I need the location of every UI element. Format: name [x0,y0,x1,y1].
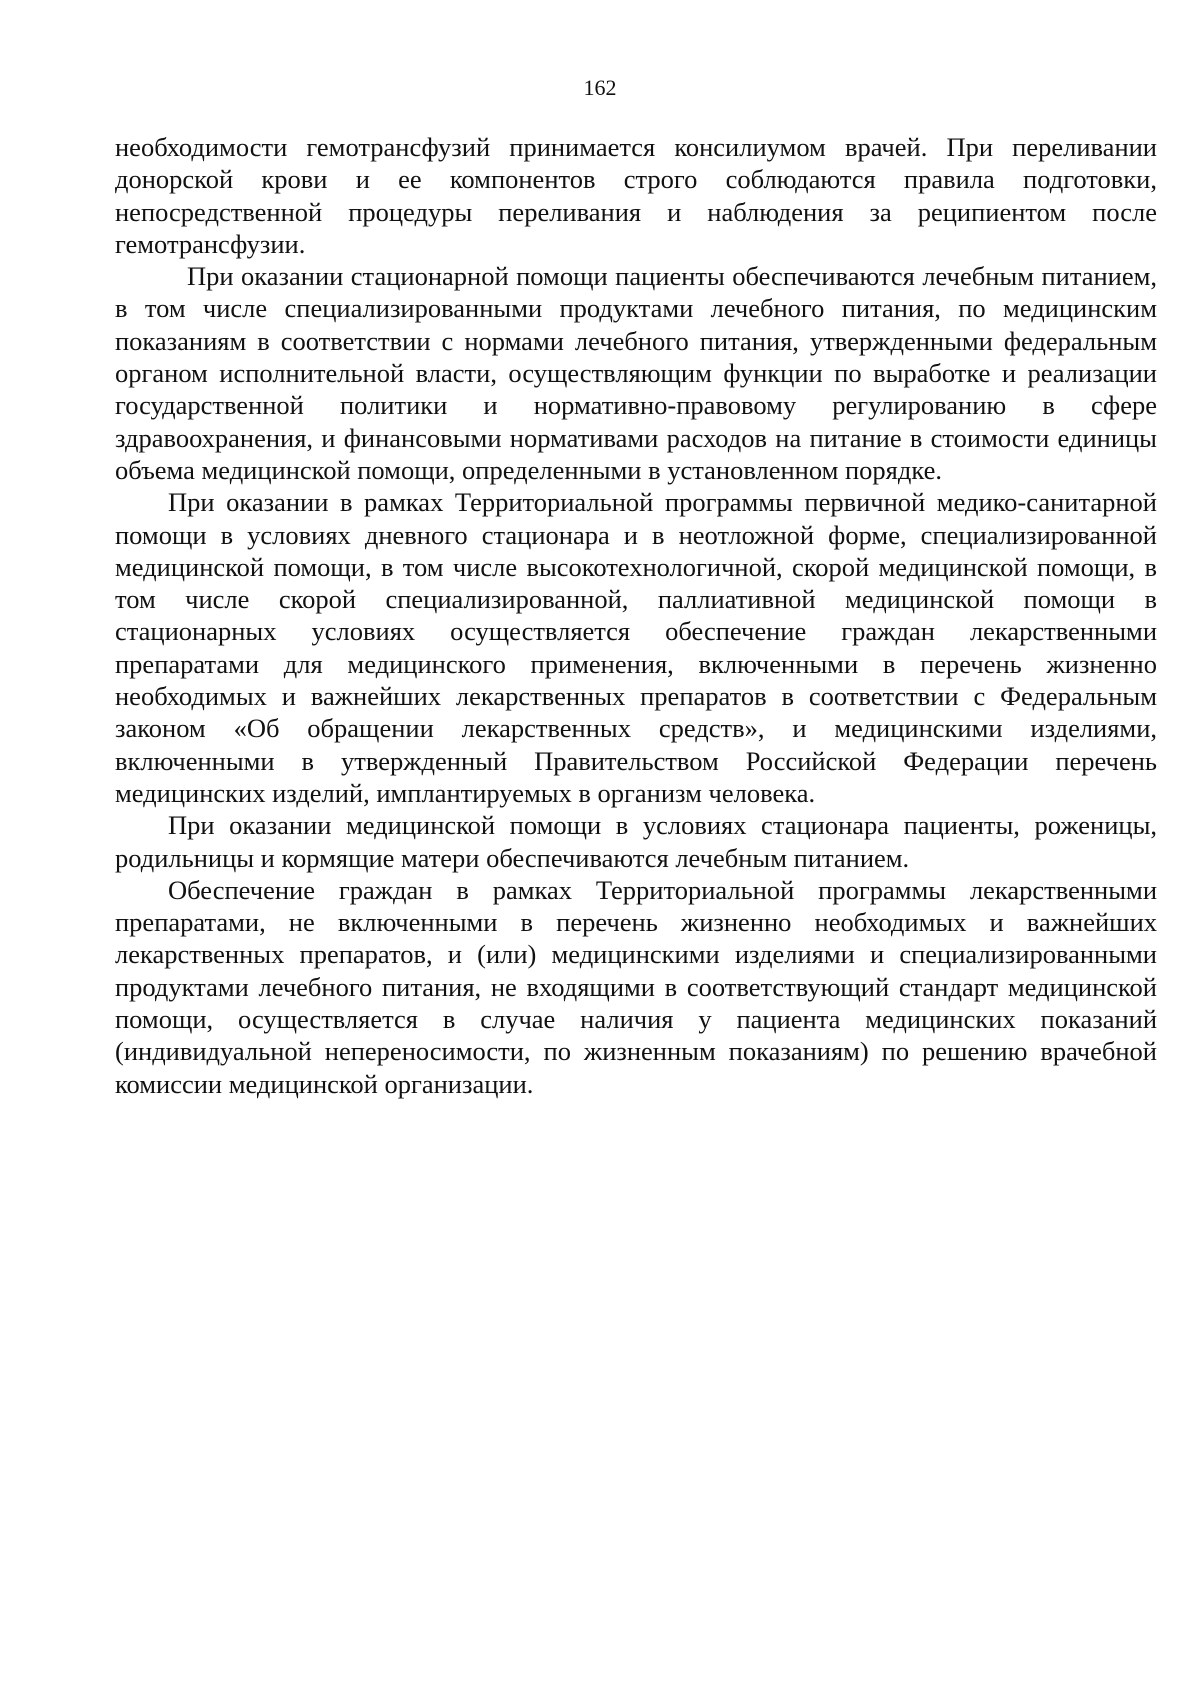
paragraph-maternal-nutrition: При оказании медицинской помощи в условиях стационара пациенты, роженицы, родильницы и кормящие матери обеспечиваются лечебным питанием. [115,810,1157,873]
document-body [115,131,1157,1100]
paragraph-blood-transfusion: необходимости гемотрансфузий принимается консилиумом врачей. При переливании донорской крови и ее компонентов строго соблюдаются правила подготовки, непосредственной процедуры переливания и наблюдения за реципиентом после гемотрансфузии. [115,132,1157,259]
paragraph-inpatient-nutrition: При оказании стационарной помощи пациенты обеспечиваются лечебным питанием, в том числе специализированными продуктами лечебного питания, по медицинским показаниям в соответствии с нормами лечебного питания, утвержденными федеральным органом исполнительной власти, осуществляющим функции по выработке и реализации государственной политики и нормативно-правовому регулированию в сфере здравоохранения, и финансовыми нормативами расходов на питание в стоимости единицы объема медицинской помощи, определенными в установленном порядке. [115,261,1157,485]
page-number: 162 [583,75,617,100]
paragraph-non-listed-drugs: Обеспечение граждан в рамках Территориальной программы лекарственными препаратами, не включенными в перечень жизненно необходимых и важнейших лекарственных препаратов, и (или) медицинскими изделиями и специализированными продуктами лечебного питания, не входящими в соответствующий стандарт медицинской помощи, осуществляется в случае наличия у пациента медицинских показаний (индивидуальной непереносимости, по жизненным показаниям) по решению врачебной комиссии медицинской организации. [115,874,1157,1099]
paragraph-drug-provision: При оказании в рамках Территориальной программы первичной медико-санитарной помощи в условиях дневного стационара и в неотложной форме, специализированной медицинской помощи, в том числе высокотехнологичной, скорой медицинской помощи, в том числе скорой специализированной, паллиативной медицинской помощи в стационарных условиях осуществляется обеспечение граждан лекарственными препаратами для медицинского применения, включенными в перечень жизненно необходимых и важнейших лекарственных препаратов в соответствии с Федеральным законом «Об обращении лекарственных средств», и медицинскими изделиями, включенными в утвержденный Правительством Российской Федерации перечень медицинских изделий, имплантируемых в организм человека. [115,487,1157,808]
